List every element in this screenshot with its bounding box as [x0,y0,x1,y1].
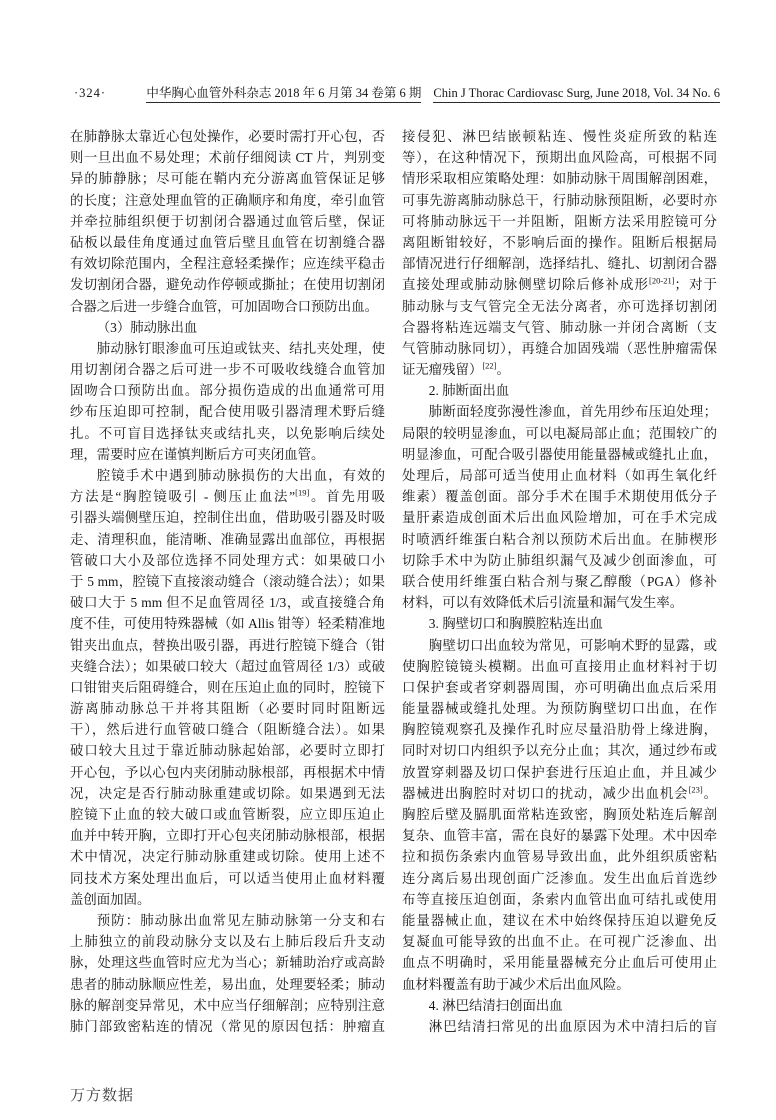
text-line: 血点不明确时，采用能量器械充分止血后可使用止 [402,955,717,971]
text-line: 血材料覆盖有助于减少术后出血风险。 [402,976,630,992]
text-line: 气管肺动脉同切），再缝合加固残端（恶性肿瘤需保 [402,340,717,356]
text-line: 破口大于 5 mm 但不足血管周径 1/3，或直接缝合角 [70,595,385,611]
text-line: 患者的肺动脉顺应性差，易出血，处理要轻柔；肺动 [70,976,385,992]
text-line: 管破口大小及部位选择不同处理方式：如果破口小 [70,552,385,568]
text-line: 3. 胸壁切口和胸膜腔粘连出血 [428,616,603,632]
text-line: 有效切除范围内，全程注意轻柔操作；应连续平稳击 [70,256,385,272]
text-line: 引器头端侧壁压迫，控制住出血，借助吸引器及时吸 [70,510,385,526]
text-line: 材料，可以有效降低术后引流量和漏气发生率。 [402,595,684,611]
text-line: 能量器械或缝扎处理。为预防胸壁切口出血，在作 [402,701,717,717]
text-line: 术中情况，决定行肺动脉重建或切除。使用上述不 [70,849,385,865]
text-line: 时喷洒纤维蛋白粘合剂以预防术后出血。在肺楔形 [402,531,717,547]
text-line: 走、清理积血，能清晰、准确显露出血部位，再根据 [70,531,385,547]
text-line: 明显渗血，可配合吸引器使用能量器械或缝扎止血， [402,446,717,462]
text-line: 等），在这种情况下，预期出血风险高，可根据不同 [402,150,717,166]
text-line: 直接处理或肺动脉侧壁切除后修补成形[20-21]；对于 [402,275,717,293]
text-line: 干），然后进行血管破口缝合（阻断缝合法）。如果 [70,722,385,738]
text-line: 异的肺静脉；尽可能在鞘内充分游离血管保证足够 [70,171,385,187]
text-line: 游离肺动脉总干并将其阻断（必要时同时阻断远 [70,701,385,717]
text-line: 切除手术中为防止肺组织漏气及减少创面渗血，可 [402,552,717,568]
text-line: 开心包，予以心包内夹闭肺动脉根部，再根据术中情 [70,764,385,780]
text-line: 预防：肺动脉出血常见左肺动脉第一分支和右 [96,912,385,928]
text-line: 接侵犯、淋巴结嵌顿粘连、慢性炎症所致的粘连 [402,129,717,144]
text-line: 2. 肺断面出血 [428,383,510,399]
text-line: 况，决定是否行肺动脉重建或切除。如果遇到无法 [70,785,385,801]
wanfang-watermark: 万方数据 [70,1087,135,1104]
text-line: 血并中转开胸，立即打开心包夹闭肺动脉根部，根据 [70,828,385,844]
text-line: 扎。不可盲目选择钛夹或结扎夹，以免影响后续处 [70,425,385,441]
text-line: 肺门部致密粘连的情况（常见的原因包括：肿瘤直 [70,1018,385,1034]
text-line: 证无瘤残留）[22]。 [402,360,510,378]
text-line: 方法是“胸腔镜吸引 - 侧压止血法”[19]。首先用吸 [70,487,385,505]
text-line: 可事先游离肺动脉总干，行肺动脉预阻断，必要时亦 [402,192,717,208]
text-line: 器械进出胸腔时对切口的扰动，减少出血机会[23]。 [402,784,717,801]
text-line: 维素）覆盖创面。部分手术在围手术期使用低分子 [402,489,717,505]
text-line: 口保护套或者穿刺器周围，亦可明确出血点后采用 [402,679,717,695]
text-line: 于 5 mm，腔镜下直接滚动缝合（滚动缝合法）；如果 [70,573,385,589]
text-line: 布等直接压迫创面，条索内血管出血可结扎或使用 [402,891,717,907]
text-line: 盖创面加固。 [70,891,151,907]
text-line: 联合使用纤维蛋白粘合剂与聚乙醇酸（PGA）修补 [402,573,717,589]
text-line: 上肺独立的前段动脉分支以及右上肺后段后升支动 [70,934,385,950]
text-line: 肺动脉钉眼渗血可压迫或钛夹、结扎夹处理，使 [96,340,385,356]
text-line: 拉和损伤条索内血管易导致出血，此外组织质密粘 [402,849,717,865]
text-line: 处理后，局部可适当使用止血材料（如再生氧化纤 [402,468,717,483]
column-left [70,126,385,1037]
text-line: 情形采取相应策略处理：如肺动脉干周围解剖困难， [402,171,717,187]
text-line: 合器将粘连远端支气管、肺动脉一并闭合离断（支 [402,319,717,335]
text-line: 脉，处理这些血管时应尤为当心；新辅助治疗或高龄 [70,955,385,971]
text-line: 胸壁切口出血较为常见，可影响术野的显露，或 [428,637,717,653]
text-line: 度不佳，可使用特殊器械（如 Allis 钳等）轻柔精准地 [70,616,385,632]
text-line: 连分离后易出现创面广泛渗血。发生出血后首选纱 [402,870,717,886]
article-body [70,126,717,1037]
text-line: 可将肺动脉远干一并阻断，阻断方法采用腔镜可分 [402,213,717,229]
text-line: 淋巴结清扫常见的出血原因为术中清扫后的盲 [428,1018,717,1034]
text-line: （3）肺动脉出血 [96,319,198,335]
text-line: 胸腔后壁及膈肌面常粘连致密，胸顶处粘连后解剖 [402,807,717,822]
text-line: 腔镜下止血的较大破口或血管断裂，应立即压迫止 [70,807,385,822]
page-number: ·324· [74,86,107,100]
text-line: 固吻合口预防出血。部分损伤造成的出血通常可用 [70,383,385,399]
journal-citation-cn: 中华胸心血管外科杂志 2018 年 6 月第 34 卷第 6 期 [146,83,421,103]
text-line: 复凝血可能导致的出血不止。在可视广泛渗血、出 [402,934,717,950]
text-line: 肺断面轻度弥漫性渗血，首先用纱布压迫处理； [428,404,717,420]
text-line: 复杂、血管丰富，需在良好的暴露下处理。术中因牵 [402,828,717,844]
page-header [74,83,720,103]
text-line: 口钳钳夹后阻碍缝合，则在压迫止血的同时，腔镜下 [70,679,385,695]
text-line: 放置穿刺器及切口保护套进行压迫止血，并且减少 [402,764,717,780]
text-line: 纱布压迫即可控制，配合使用吸引器清理术野后缝 [70,404,385,420]
text-line: 的长度；注意处理血管的正确顺序和角度，牵引血管 [70,192,385,208]
column-right [402,126,717,1037]
text-line: 局限的较明显渗血，可以电凝局部止血；范围较广的 [402,425,717,441]
text-line: 肺动脉与支气管完全无法分离者，亦可选择切割闭 [402,298,717,314]
text-line: 能量器械止血，建议在术中始终保持压迫以避免反 [402,912,717,928]
text-line: 腔镜手术中遇到肺动脉损伤的大出血，有效的 [96,468,385,483]
text-line: 理，需要时应在谨慎判断后方可夹闭血管。 [70,446,325,462]
text-line: 发切割闭合器，避免动作停顿或撕扯；在使用切割闭 [70,277,385,293]
text-line: 在肺静脉太靠近心包处操作，必要时需打开心包，否 [70,129,385,144]
text-line: 夹缝合法）；如果破口较大（超过血管周径 1/3）或破 [70,658,385,674]
text-line: 用切割闭合器之后可进一步不可吸收线缝合血管加 [70,362,385,378]
text-line: 量肝素造成创面术后出血风险增加，可在手术完成 [402,510,717,526]
text-line: 离阻断钳较好，不影响后面的操作。阻断后根据局 [402,234,717,250]
text-line: 脉的解剖变异常见，术中应当仔细解剖；应特别注意 [70,997,385,1013]
text-line: 使胸腔镜镜头模糊。出血可直接用止血材料衬于切 [402,658,717,674]
text-line: 胸腔镜观察孔及操作孔时应尽量沿肋骨上缘进胸， [402,722,717,738]
text-line: 4. 淋巴结清扫创面出血 [428,997,563,1013]
text-line: 同技术方案处理出血后，可以适当使用止血材料覆 [70,870,385,886]
text-line: 并牵拉肺组织便于切割闭合器通过血管后壁，保证 [70,213,385,229]
text-line: 同时对切口内组织予以充分止血；其次，通过纱布或 [402,743,717,759]
text-line: 合器之后进一步缝合血管，可加固吻合口预防出血。 [70,298,378,314]
journal-citation-en: Chin J Thorac Cardiovasc Surg, June 2018, Vol. 34 No. 6 [433,86,720,103]
text-line: 则一旦出血不易处理；术前仔细阅读 CT 片，判别变 [70,150,385,166]
text-line: 破口较大且过于靠近肺动脉起始部，必要时立即打 [70,743,385,759]
text-line: 部情况进行仔细解剖，选择结扎、缝扎、切割闭合器 [402,256,717,272]
text-line: 砧板以最佳角度通过血管后壁且血管在切割缝合器 [70,234,385,250]
text-line: 钳夹出血点，替换出吸引器，再进行腔镜下缝合（钳 [70,637,385,653]
